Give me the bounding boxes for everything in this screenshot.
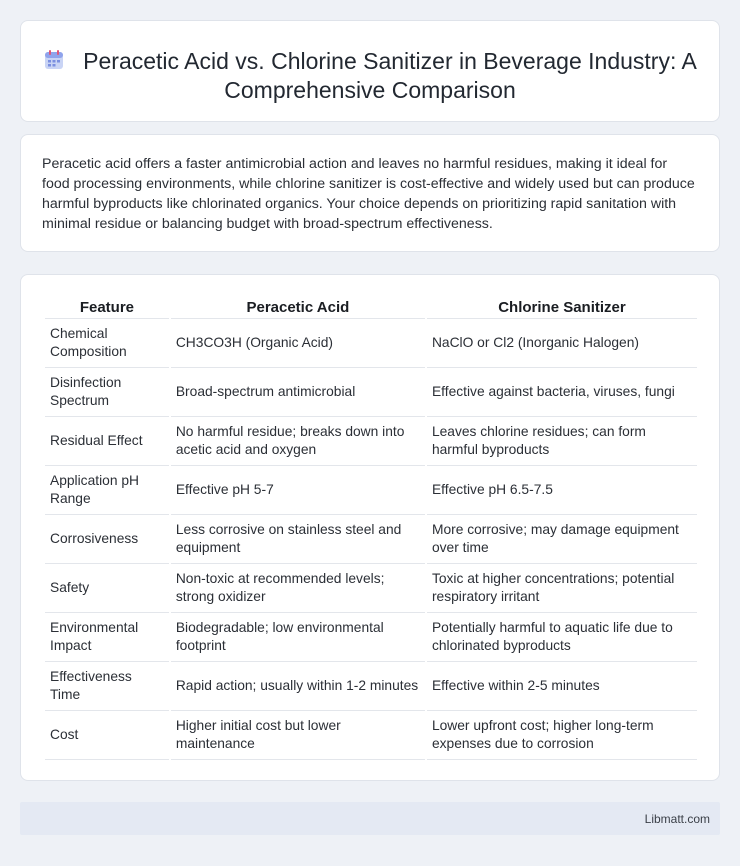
chlorine-cell: More corrosive; may damage equipment over time <box>427 515 697 564</box>
chlorine-cell: Effective within 2-5 minutes <box>427 662 697 711</box>
table-row <box>45 515 697 564</box>
header-chlorine-sanitizer: Chlorine Sanitizer <box>427 295 697 319</box>
footer-bar <box>20 802 720 835</box>
footer-site-link[interactable]: Libmatt.com <box>644 812 710 826</box>
chlorine-cell: Toxic at higher concentrations; potential respiratory irritant <box>427 564 697 613</box>
feature-cell: Application pH Range <box>45 466 169 515</box>
peracetic-cell: Non-toxic at recommended levels; strong oxidizer <box>171 564 425 613</box>
chlorine-cell: Lower upfront cost; higher long-term expenses due to corrosion <box>427 711 697 760</box>
intro-card <box>20 134 720 252</box>
feature-cell: Safety <box>45 564 169 613</box>
chlorine-cell: Effective against bacteria, viruses, fungi <box>427 368 697 417</box>
table-row <box>45 613 697 662</box>
feature-cell: Chemical Composition <box>45 319 169 368</box>
chlorine-cell: Leaves chlorine residues; can form harmful byproducts <box>427 417 697 466</box>
table-row <box>45 662 697 711</box>
peracetic-cell: Less corrosive on stainless steel and equipment <box>171 515 425 564</box>
table-row <box>45 466 697 515</box>
feature-cell: Residual Effect <box>45 417 169 466</box>
table-row <box>45 564 697 613</box>
comparison-card <box>20 274 720 781</box>
table-header-row <box>45 295 697 319</box>
title-card <box>20 20 720 122</box>
table-row <box>45 417 697 466</box>
feature-cell: Disinfection Spectrum <box>45 368 169 417</box>
table-row <box>45 711 697 760</box>
feature-cell: Cost <box>45 711 169 760</box>
peracetic-cell: Rapid action; usually within 1-2 minutes <box>171 662 425 711</box>
page-title-wrap <box>21 47 719 105</box>
chlorine-cell: NaClO or Cl2 (Inorganic Halogen) <box>427 319 697 368</box>
page-title: Peracetic Acid vs. Chlorine Sanitizer in Beverage Industry: A Comprehensive Comparison <box>83 48 697 103</box>
table-row <box>45 368 697 417</box>
peracetic-cell: Biodegradable; low environmental footprint <box>171 613 425 662</box>
header-peracetic-acid: Peracetic Acid <box>171 295 425 319</box>
feature-cell: Effectiveness Time <box>45 662 169 711</box>
peracetic-cell: Higher initial cost but lower maintenance <box>171 711 425 760</box>
intro-paragraph: Peracetic acid offers a faster antimicrobial action and leaves no harmful residues, making it ideal for food processing environments, while chlorine sanitizer is cost-effective and widely used but can produce harmful byproducts like chlorinated organics. Your choice depends on prioritizing rapid sanitation with minimal residue or balancing budget with broad-spectrum effectiveness. <box>42 156 695 232</box>
comparison-table <box>43 295 699 760</box>
peracetic-cell: CH3CO3H (Organic Acid) <box>171 319 425 368</box>
peracetic-cell: Effective pH 5-7 <box>171 466 425 515</box>
feature-cell: Environmental Impact <box>45 613 169 662</box>
calendar-icon <box>43 49 65 71</box>
chlorine-cell: Effective pH 6.5-7.5 <box>427 466 697 515</box>
feature-cell: Corrosiveness <box>45 515 169 564</box>
peracetic-cell: Broad-spectrum antimicrobial <box>171 368 425 417</box>
chlorine-cell: Potentially harmful to aquatic life due to chlorinated byproducts <box>427 613 697 662</box>
header-feature: Feature <box>45 295 169 319</box>
peracetic-cell: No harmful residue; breaks down into acetic acid and oxygen <box>171 417 425 466</box>
table-row <box>45 319 697 368</box>
